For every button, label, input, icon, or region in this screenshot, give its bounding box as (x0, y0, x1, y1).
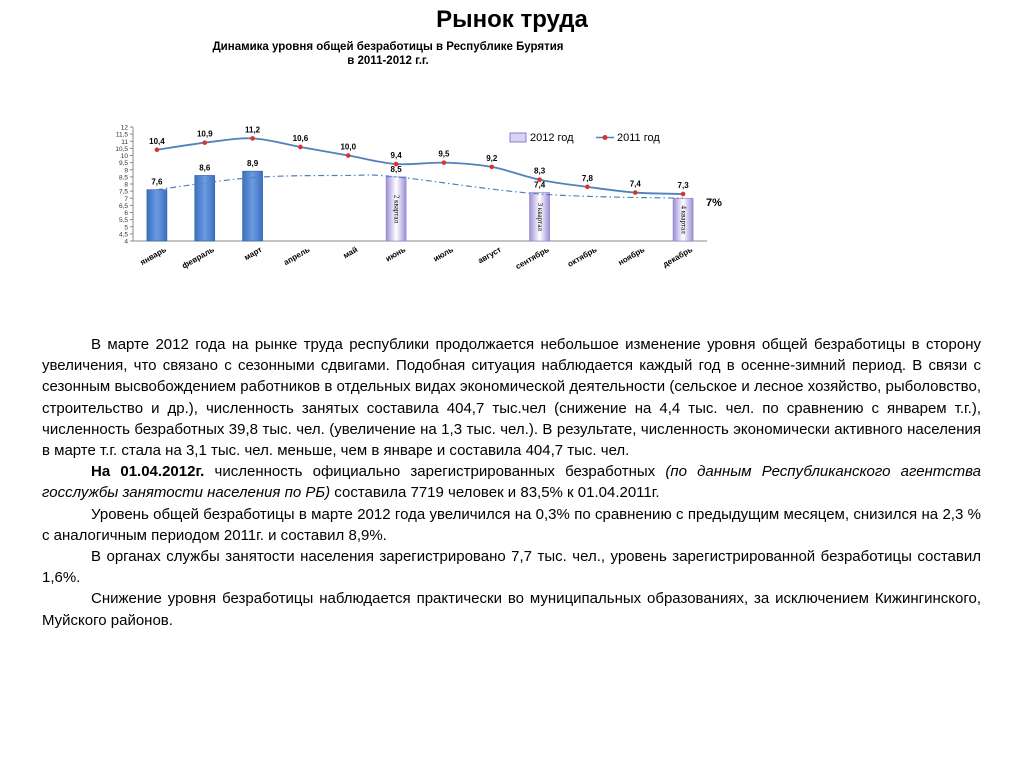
legend-swatch-2012 (510, 133, 526, 142)
percent-annotation: 7% (706, 197, 722, 209)
quarter-value-label: 8,5 (390, 164, 402, 174)
quarter-value-label: 7,4 (534, 180, 546, 190)
x-tick-label: декабрь (661, 244, 695, 270)
paragraph-4: В органах службы занятости населения зарегистрировано 7,7 тыс. чел., уровень зарегистрированной безработицы составил 1,6%. (42, 548, 981, 587)
line-value-label: 11,2 (245, 125, 261, 135)
line-value-label: 9,4 (390, 151, 402, 161)
point-2011 (442, 160, 447, 165)
quarter-bar-label: 3 квартал (535, 202, 544, 231)
line-value-label: 10,6 (292, 133, 309, 143)
x-tick-label: октябрь (566, 244, 599, 269)
paragraph-1: В марте 2012 года на рынке труда республики продолжается небольшое изменение уровня общей безработицы в сторону увеличения, что связано с сезонными сдвигами. Подобная ситуация наблюдается каждый год в осенне-зимний период. В связи с сезонным высвобождением работников в отдельных видах экономической деятельности (сельское и лесное хозяйство, рыболовство, строительство и др.), численность занятых составила 404,7 тыс.чел (снижение на 4,4 тыс. чел. по сравнению с январем т.г.), численность безработных 39,8 тыс. чел. (увеличение на 1,3 тыс. чел.). В результате, численность экономически активного населения в марте т.г. стала на 3,1 тыс. чел. меньше, чем в январе и составила 404,7 тыс. чел. (42, 336, 981, 460)
y-tick-label: 8 (124, 181, 128, 189)
line-value-label: 10,0 (340, 142, 357, 152)
x-tick-label: апрель (282, 244, 312, 268)
y-tick-label: 6,5 (118, 202, 128, 210)
point-2011 (346, 153, 351, 158)
point-2011 (155, 148, 160, 153)
point-2011 (585, 185, 590, 190)
paragraph-5: Снижение уровня безработицы наблюдается практически во муниципальных образованиях, за исключением Кижингинского, Муйского районов. (42, 590, 981, 629)
line-value-label: 10,9 (196, 129, 213, 139)
y-tick-label: 10,5 (115, 145, 128, 153)
line-2011 (157, 138, 683, 194)
bar-value-label: 8,9 (247, 159, 259, 169)
point-2011 (633, 190, 638, 195)
paragraph-2 (42, 461, 981, 503)
line-value-label: 10,4 (149, 136, 165, 146)
point-2011 (298, 145, 303, 150)
point-2011 (202, 140, 207, 145)
line-value-label: 9,5 (438, 149, 450, 159)
point-2011 (681, 192, 686, 197)
x-tick-label: март (242, 244, 264, 263)
p2-part-a: численность официально зарегистрированных безработных (204, 463, 666, 481)
x-tick-label: июль (431, 244, 455, 264)
y-tick-label: 8,5 (118, 174, 128, 182)
p2-part-b: составила 7719 человек и 83,5% к 01.04.2011г. (330, 484, 660, 502)
point-2011 (250, 136, 255, 141)
point-2011 (489, 165, 494, 170)
y-tick-label: 5 (124, 224, 128, 232)
y-tick-label: 9,5 (118, 160, 128, 168)
bar-value-label: 8,6 (199, 163, 211, 173)
line-value-label: 7,8 (581, 173, 593, 183)
bar-2012 (243, 171, 263, 241)
y-tick-label: 7 (124, 195, 128, 203)
line-value-label: 7,4 (629, 179, 641, 189)
y-tick-label: 7,5 (118, 188, 128, 196)
y-tick-label: 10 (120, 153, 128, 160)
legend-label-2011: 2011 год (617, 132, 660, 144)
x-tick-label: январь (138, 244, 168, 268)
trend-line-dashdot (157, 175, 683, 198)
bar-value-label: 7,6 (151, 177, 163, 187)
x-tick-label: июнь (383, 244, 408, 264)
x-tick-label: ноябрь (616, 244, 647, 268)
page-title: Рынок труда (436, 6, 588, 33)
subtitle-line-1: Динамика уровня общей безработицы в Республике Бурятия (212, 41, 564, 53)
line-value-label: 7,3 (677, 180, 689, 190)
y-tick-label: 6 (124, 210, 128, 217)
line-value-label: 9,2 (486, 153, 498, 163)
y-tick-label: 9 (124, 167, 128, 175)
line-value-label: 8,3 (534, 166, 546, 176)
legend-label-2012: 2012 год (530, 132, 574, 144)
x-tick-label: август (476, 244, 503, 266)
legend-marker-2011 (603, 135, 608, 140)
y-tick-label: 4,5 (118, 231, 128, 239)
y-tick-label: 5,5 (118, 217, 128, 225)
date-bold: На 01.04.2012г. (91, 463, 205, 481)
body-text (42, 334, 981, 631)
x-tick-label: май (341, 244, 360, 261)
y-tick-label: 11 (121, 138, 128, 146)
x-tick-label: сентябрь (513, 244, 551, 272)
bar-2012 (147, 190, 167, 241)
subtitle-line-2: в 2011-2012 г.г. (347, 55, 429, 67)
quarter-bar-label: 4 квартал (679, 205, 688, 234)
x-tick-label: февраль (180, 244, 216, 271)
chart-legend (510, 132, 660, 144)
y-tick-label: 12 (120, 124, 128, 132)
unemployment-chart (0, 0, 1024, 300)
y-tick-label: 4 (124, 238, 128, 246)
y-tick-label: 11,5 (115, 131, 128, 139)
bar-2012 (195, 175, 215, 241)
source-note: (по данным Республиканского агентства госслужбы занятости населения по РБ) (42, 463, 981, 502)
quarter-bar-label: 2 квартал (392, 194, 401, 224)
paragraph-3: Уровень общей безработицы в марте 2012 года увеличился на 0,3% по сравнению с предыдущим месяцем, снизился на 2,3 % с аналогичным периодом 2011г. и составил 8,9%. (42, 505, 981, 544)
